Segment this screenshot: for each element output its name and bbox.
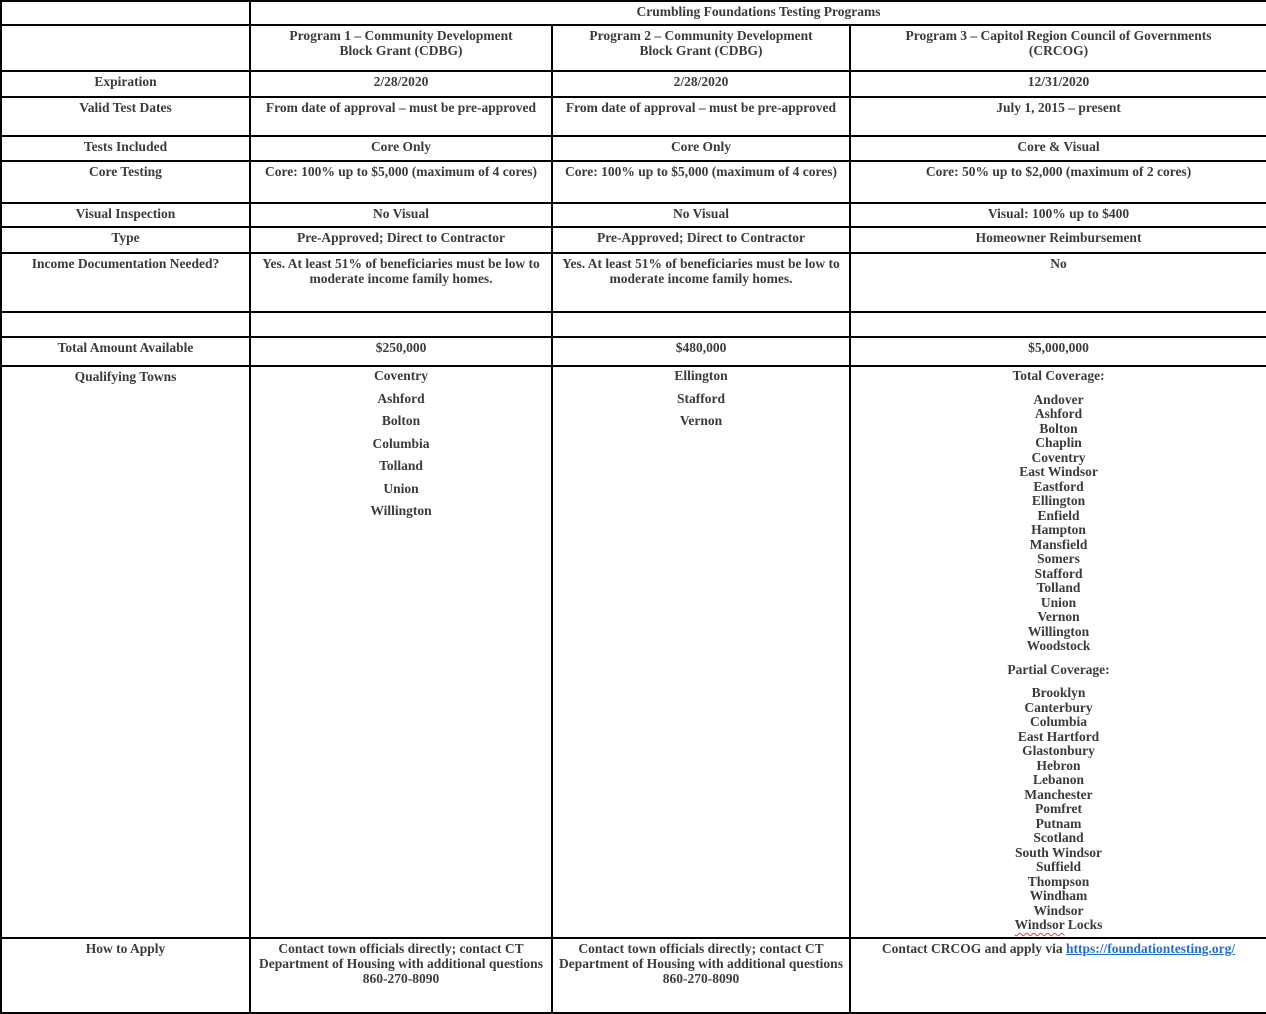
program-3-name-line1: Program 3 – Capitol Region Council of Governments [905, 28, 1212, 43]
town-item: Hampton [1031, 522, 1086, 537]
town-item: Willington [370, 503, 432, 518]
total-amount-row [1, 337, 1266, 366]
income-documentation-program-1: Yes. At least 51% of beneficiaries must be low to moderate income family homes. [250, 253, 552, 312]
town-item: Thompson [1027, 873, 1090, 889]
town-item: Hebron [1036, 757, 1081, 773]
town-item: Coventry [1031, 449, 1086, 465]
core-testing-program-2: Core: 100% up to $5,000 (maximum of 4 cores) [552, 161, 850, 203]
town-item: Willington [1027, 623, 1090, 639]
how-to-apply-program-3 [850, 938, 1266, 1013]
title-row [1, 1, 1266, 25]
total-amount-program-2: $480,000 [552, 337, 850, 366]
total-coverage-town-list [854, 393, 1263, 654]
type-program-1: Pre-Approved; Direct to Contractor [250, 227, 552, 253]
town-item: Woodstock [1026, 638, 1091, 653]
income-documentation-program-2: Yes. At least 51% of beneficiaries must be low to moderate income family homes. [552, 253, 850, 312]
town-item: Windsor Locks [1014, 917, 1103, 932]
total-coverage-label: Total Coverage: [1012, 368, 1105, 383]
town-item: Tolland [1036, 580, 1081, 595]
town-item: South Windsor [1015, 844, 1102, 860]
program-2-name-line2: Block Grant (CDBG) [639, 43, 763, 58]
visual-inspection-program-2: No Visual [552, 203, 850, 227]
tests-included-row [1, 136, 1266, 161]
row-label-expiration: Expiration [1, 71, 250, 97]
income-documentation-program-3: No [850, 253, 1266, 312]
town-item: Columbia [1030, 714, 1088, 729]
partial-coverage-town-list [854, 686, 1263, 933]
row-label-core-testing: Core Testing [1, 161, 250, 203]
town-item: Bolton [381, 413, 421, 428]
core-testing-row [1, 161, 1266, 203]
town-item: Columbia [372, 435, 430, 451]
program-1-header [250, 25, 552, 71]
visual-inspection-program-3: Visual: 100% up to $400 [850, 203, 1266, 227]
program-header-row [1, 25, 1266, 71]
town-item: Coventry [374, 368, 428, 383]
row-label-valid-test-dates: Valid Test Dates [1, 97, 250, 136]
income-documentation-row [1, 253, 1266, 312]
misspelled-word: Windsor [1014, 917, 1065, 932]
apply-phone-program-2: 860-270-8090 [662, 971, 740, 986]
visual-inspection-program-1: No Visual [250, 203, 552, 227]
town-list-program-1 [254, 369, 548, 519]
blank-cell [1, 312, 250, 337]
core-testing-program-3: Core: 50% up to $2,000 (maximum of 2 cores) [850, 161, 1266, 203]
tests-included-program-2: Core Only [552, 136, 850, 161]
type-program-2: Pre-Approved; Direct to Contractor [552, 227, 850, 253]
town-item: Andover [1033, 391, 1084, 407]
qualifying-towns-program-2 [552, 366, 850, 938]
town-item: Scotland [1033, 830, 1084, 845]
apply-text-program-1: Contact town officials directly; contact CT Department of Housing with additional questions [259, 941, 543, 971]
partial-coverage-label: Partial Coverage: [1007, 661, 1110, 677]
row-label-total-amount: Total Amount Available [1, 337, 250, 366]
town-item: Manchester [1024, 786, 1093, 802]
how-to-apply-row [1, 938, 1266, 1013]
town-item: Union [1040, 594, 1077, 610]
blank-cell [850, 312, 1266, 337]
town-item: Somers [1037, 551, 1080, 566]
foundation-testing-link[interactable]: https://foundationtesting.org/ [1066, 941, 1236, 956]
corner-blank-cell [1, 1, 250, 25]
visual-inspection-row [1, 203, 1266, 227]
spacer-row [1, 312, 1266, 337]
town-item: Stafford [1034, 565, 1083, 581]
valid-test-dates-row [1, 97, 1266, 136]
program-3-name-line2: (CRCOG) [1028, 43, 1089, 58]
total-amount-program-1: $250,000 [250, 337, 552, 366]
blank-cell [552, 312, 850, 337]
how-to-apply-program-1 [250, 938, 552, 1013]
town-item: Vernon [679, 413, 723, 428]
town-item: Lebanon [1033, 772, 1085, 787]
town-item: Vernon [1037, 609, 1080, 624]
town-item: Bolton [1039, 420, 1078, 436]
program-1-name-line2: Block Grant (CDBG) [339, 43, 463, 58]
apply-text-program-2: Contact town officials directly; contact CT Department of Housing with additional questions [559, 941, 843, 971]
row-label-income-documentation: Income Documentation Needed? [1, 253, 250, 312]
expiration-program-2: 2/28/2020 [552, 71, 850, 97]
expiration-program-1: 2/28/2020 [250, 71, 552, 97]
town-item: Union [383, 480, 419, 496]
town-item: East Hartford [1017, 728, 1100, 744]
row-label-visual-inspection: Visual Inspection [1, 203, 250, 227]
expiration-program-3: 12/31/2020 [850, 71, 1266, 97]
town-item: Canterbury [1024, 699, 1093, 715]
town-list-program-2 [556, 369, 846, 429]
core-testing-program-1: Core: 100% up to $5,000 (maximum of 4 cores) [250, 161, 552, 203]
total-amount-program-3: $5,000,000 [850, 337, 1266, 366]
program-3-header [850, 25, 1266, 71]
qualifying-towns-program-1 [250, 366, 552, 938]
valid-test-dates-program-2: From date of approval – must be pre-approved [552, 97, 850, 136]
town-item: Ellington [674, 368, 728, 383]
how-to-apply-program-2 [552, 938, 850, 1013]
apply-line-program-3 [854, 941, 1263, 956]
blank-cell [1, 25, 250, 71]
town-item: Mansfield [1029, 536, 1088, 552]
program-2-name-line1: Program 2 – Community Development [589, 28, 813, 43]
town-item: Suffield [1036, 859, 1082, 874]
row-label-qualifying-towns: Qualifying Towns [1, 366, 250, 938]
town-item: Stafford [677, 390, 725, 406]
town-item: Windham [1029, 888, 1088, 903]
valid-test-dates-program-3: July 1, 2015 – present [850, 97, 1266, 136]
type-program-3: Homeowner Reimbursement [850, 227, 1266, 253]
apply-phone-program-1: 860-270-8090 [362, 971, 440, 986]
row-label-tests-included: Tests Included [1, 136, 250, 161]
town-item: Tolland [379, 458, 423, 473]
town-item: East Windsor [1019, 464, 1098, 479]
apply-prefix-program-3: Contact CRCOG and apply via [881, 941, 1067, 956]
program-1-name-line1: Program 1 – Community Development [289, 28, 513, 43]
tests-included-program-3: Core & Visual [850, 136, 1266, 161]
town-item: Enfield [1037, 507, 1080, 523]
town-item: Eastford [1033, 478, 1084, 494]
town-item: Pomfret [1035, 801, 1082, 816]
tests-included-program-1: Core Only [250, 136, 552, 161]
valid-test-dates-program-1: From date of approval – must be pre-approved [250, 97, 552, 136]
town-item: Glastonbury [1022, 743, 1095, 758]
town-item: Ashford [377, 390, 425, 406]
row-label-how-to-apply: How to Apply [1, 938, 250, 1013]
row-label-type: Type [1, 227, 250, 253]
qualifying-towns-row [1, 366, 1266, 938]
qualifying-towns-program-3 [850, 366, 1266, 938]
town-item: Chaplin [1035, 435, 1082, 450]
town-item: Ellington [1031, 493, 1086, 508]
table-title: Crumbling Foundations Testing Programs [250, 1, 1266, 25]
blank-cell [250, 312, 552, 337]
town-item: Putnam [1035, 815, 1082, 831]
expiration-row [1, 71, 1266, 97]
town-item: Brooklyn [1031, 685, 1086, 700]
town-item: Windsor [1033, 902, 1084, 918]
type-row [1, 227, 1266, 253]
program-2-header [552, 25, 850, 71]
town-item: Ashford [1034, 406, 1083, 421]
